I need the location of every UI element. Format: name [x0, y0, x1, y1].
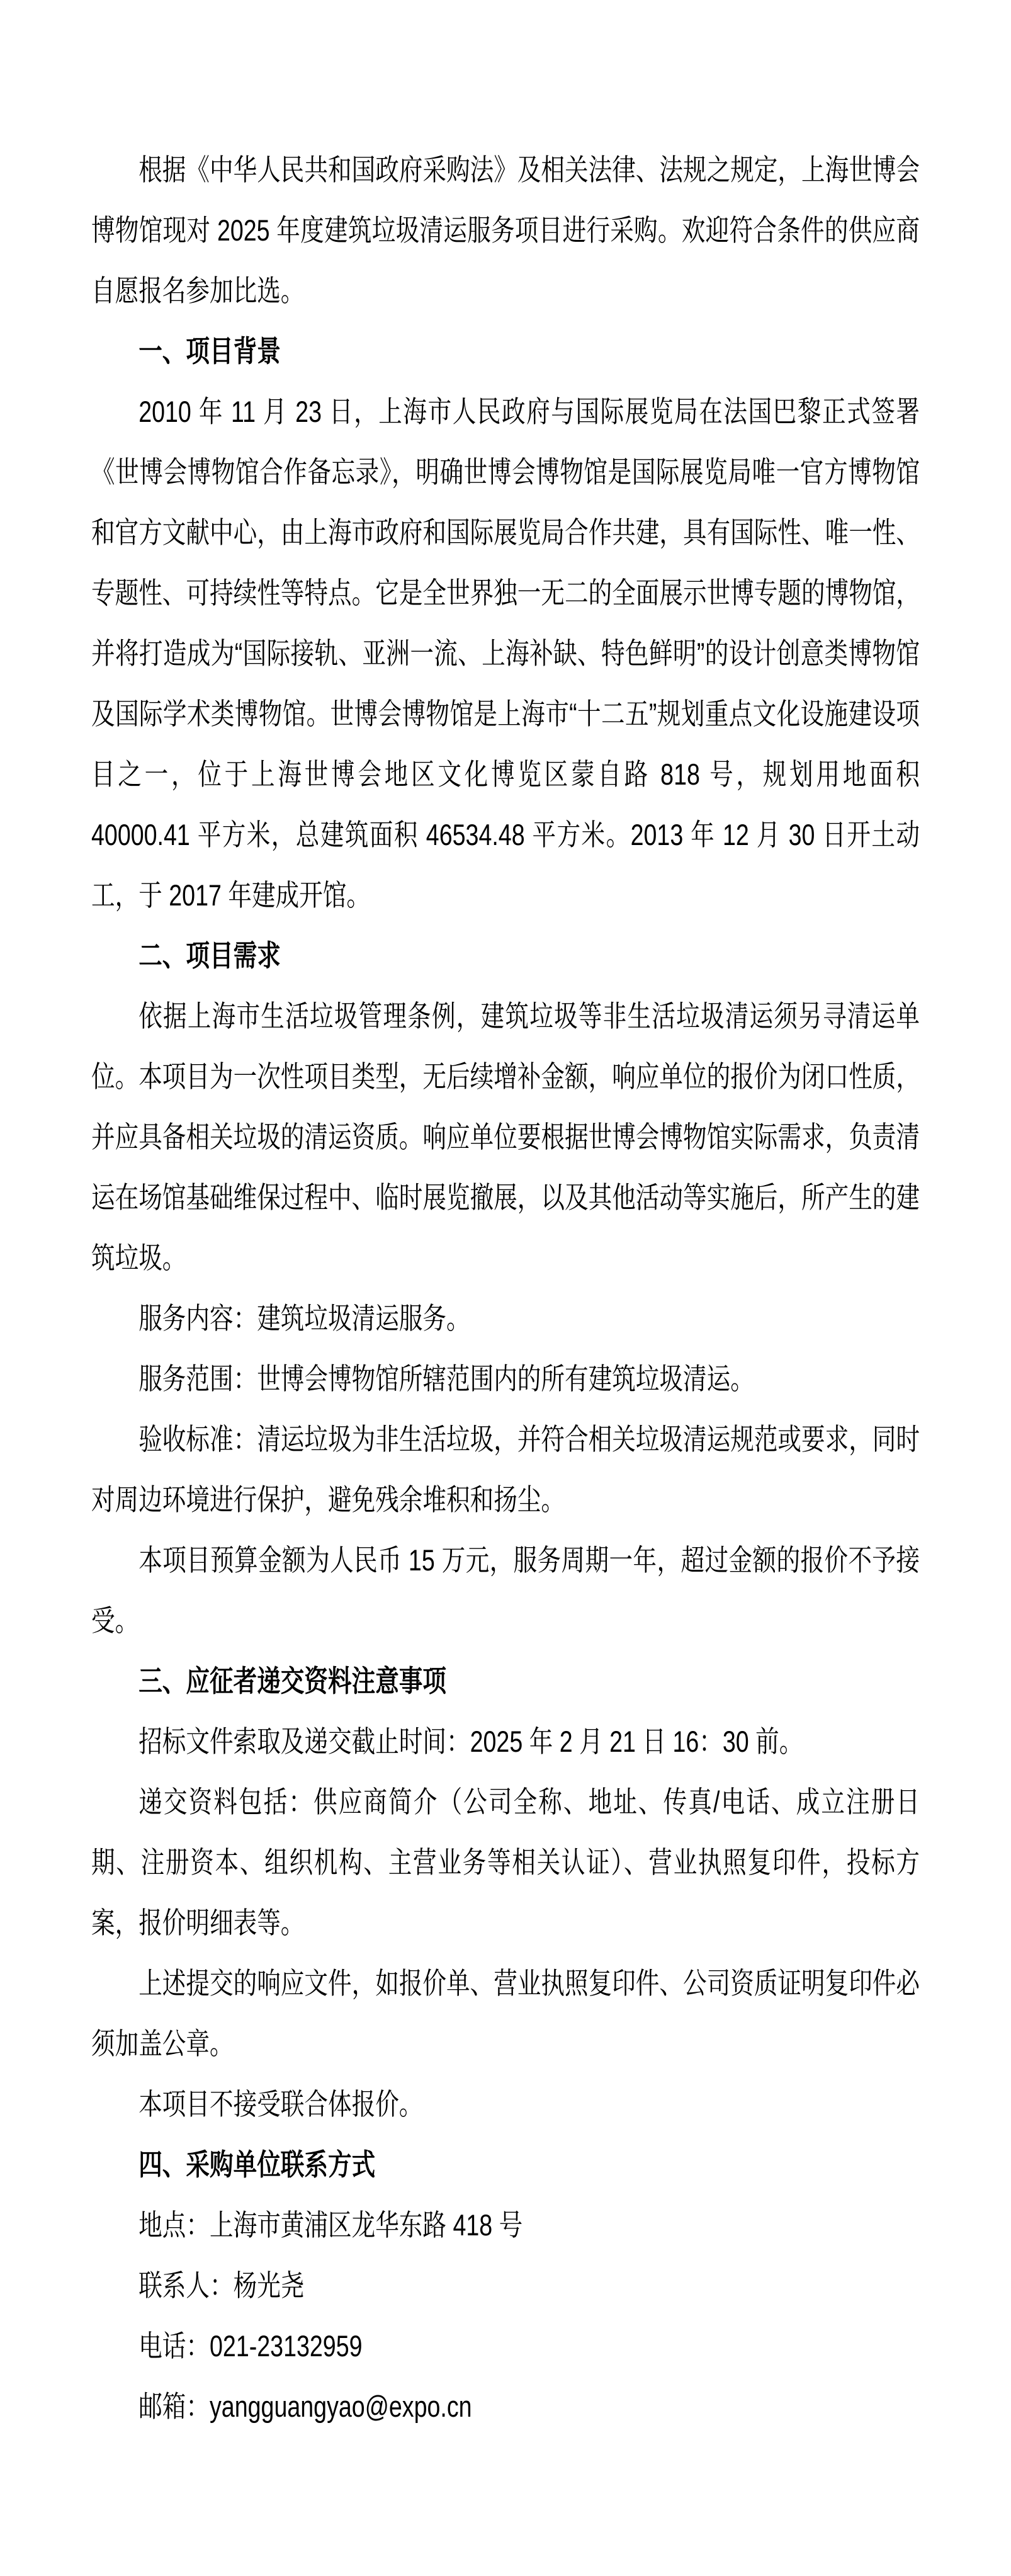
section-2-paragraph-1: 依据上海市生活垃圾管理条例，建筑垃圾等非生活垃圾清运须另寻清运单位。本项目为一次性项目类型，无后续增补金额，响应单位的报价为闭口性质，并应具备相关垃圾的清运资质。响应单位要根据世博会博物馆实际需求，负责清运在场馆基础维保过程中、临时展览撤展，以及其他活动等实施后，所产生的建筑垃圾。: [91, 999, 920, 1274]
section-2-paragraph-3-service-scope: 服务范围：世博会博物馆所辖范围内的所有建筑垃圾清运。: [138, 1362, 754, 1395]
section-4-paragraph-2-contact-person: 联系人：杨光尧: [138, 2269, 305, 2302]
section-2-paragraph-5-budget: 本项目预算金额为人民币 15 万元，服务周期一年，超过金额的报价不予接受。: [91, 1543, 920, 1637]
section-2-paragraph-2-service-content: 服务内容：建筑垃圾清运服务。: [138, 1302, 470, 1335]
section-1-heading: 一、项目背景: [138, 334, 281, 368]
section-1-paragraph-1: 2010 年 11 月 23 日，上海市人民政府与国际展览局在法国巴黎正式签署《世博会博物馆合作备忘录》，明确世博会博物馆是国际展览局唯一官方博物馆和官方文献中心，由上海市政府和国际展览局合作共建，具有国际性、唯一性、专题性、可持续性等特点。它是全世界独一无二的全面展示世博专题的博物馆，并将打造成为“国际接轨、亚洲一流、上海补缺、特色鲜明”的设计创意类博物馆及国际学术类博物馆。世博会博物馆是上海市“十二五”规划重点文化设施建设项目之一，位于上海世博会地区文化博览区蒙自路 818 号，规划用地面积 40000.41 平方米，总建筑面积 46534.48 平方米。2013 年 12 月 30 日开土动工，于 2017 年建成开馆。: [91, 395, 920, 912]
section-3-paragraph-1-deadline: 招标文件索取及递交截止时间：2025 年 2 月 21 日 16：30 前。: [138, 1725, 803, 1758]
section-3-heading: 三、应征者递交资料注意事项: [138, 1664, 446, 1698]
section-2-paragraph-4-acceptance-standard: 验收标准：清运垃圾为非生活垃圾，并符合相关垃圾清运规范或要求，同时对周边环境进行保护，避免残余堆积和扬尘。: [91, 1422, 920, 1516]
section-4-paragraph-1-address: 地点：上海市黄浦区龙华东路 418 号: [138, 2208, 523, 2242]
section-3-paragraph-3-stamp-requirement: 上述提交的响应文件，如报价单、营业执照复印件、公司资质证明复印件必须加盖公章。: [91, 1966, 920, 2060]
section-4-paragraph-4-email: 邮箱：yangguangyao@expo.cn: [138, 2390, 472, 2423]
section-3-paragraph-2-materials: 递交资料包括：供应商简介（公司全称、地址、传真/电话、成立注册日期、注册资本、组织机构、主营业务等相关认证）、营业执照复印件，投标方案，报价明细表等。: [91, 1785, 920, 1939]
section-4-heading: 四、采购单位联系方式: [138, 2148, 376, 2181]
document-content: [91, 140, 920, 2437]
section-2-heading: 二、项目需求: [138, 939, 281, 972]
intro-paragraph: 根据《中华人民共和国政府采购法》及相关法律、法规之规定，上海世博会博物馆现对 2025 年度建筑垃圾清运服务项目进行采购。欢迎符合条件的供应商自愿报名参加比选。: [91, 153, 920, 307]
section-4-paragraph-3-phone: 电话：021-23132959: [138, 2329, 363, 2363]
section-3-paragraph-4-no-consortium: 本项目不接受联合体报价。: [138, 2087, 423, 2121]
